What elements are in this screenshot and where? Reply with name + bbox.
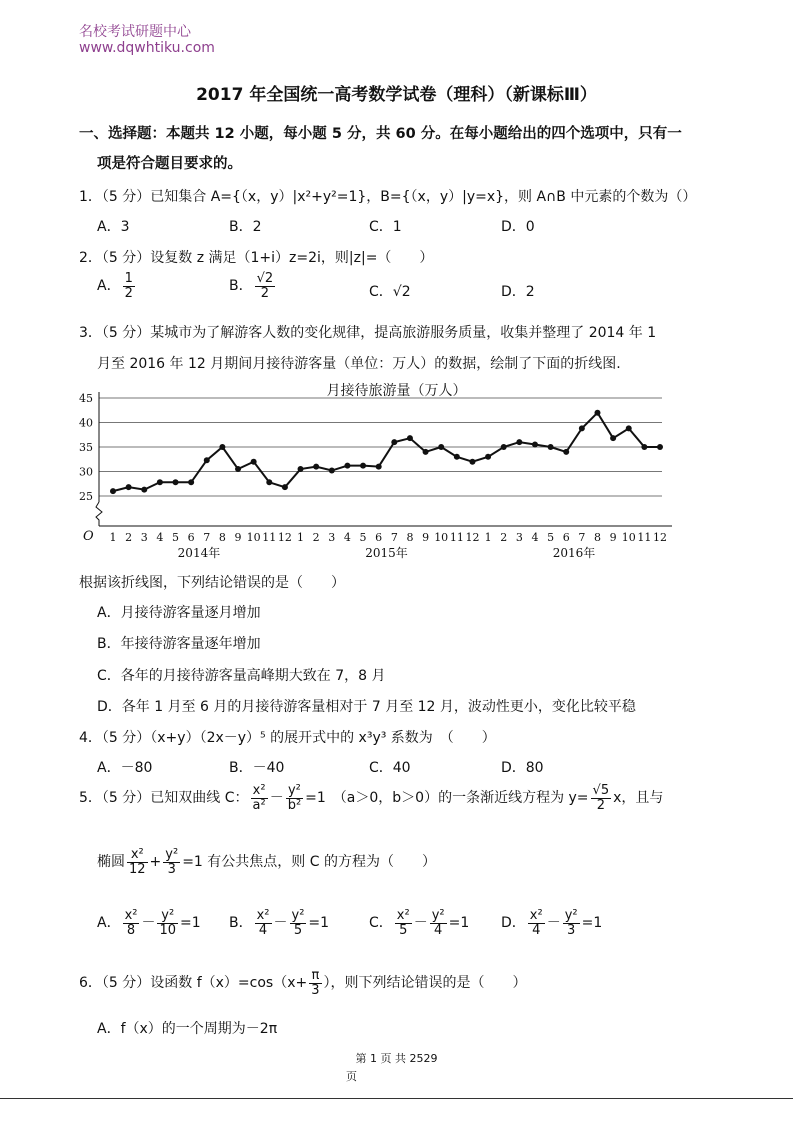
page-footer-cont: 页 — [346, 1070, 357, 1083]
q5-option-d: D． $\frac{\text{x²}}{4}$ － $\frac{\text{y²}}{3}$ =1 — [501, 908, 603, 938]
x-tick-label: 6 — [562, 531, 570, 544]
data-point — [563, 449, 569, 455]
data-point — [579, 425, 585, 431]
data-point — [282, 484, 288, 490]
data-point — [485, 454, 491, 460]
data-point — [469, 459, 475, 465]
q2-option-b: B． $\frac{√2}{2}$ — [229, 271, 274, 301]
x-tick-label: 11 — [262, 531, 277, 544]
x-tick-label: 12 — [653, 531, 667, 544]
data-point — [454, 454, 460, 460]
data-point — [548, 444, 554, 450]
x-tick-label: 4 — [531, 531, 539, 544]
question-3-prompt: 根据该折线图，下列结论错误的是（ ） — [79, 575, 345, 591]
data-point — [251, 459, 257, 465]
data-point — [126, 484, 132, 490]
data-point — [157, 479, 163, 485]
series-line — [113, 413, 660, 491]
x-tick-label: 12 — [277, 531, 292, 544]
y-tick-label: 45 — [79, 392, 93, 405]
data-point — [423, 449, 429, 455]
x-tick-label: 7 — [203, 531, 211, 544]
x-tick-label: 1 — [297, 531, 305, 544]
x-tick-label: 3 — [140, 531, 148, 544]
x-tick-label: 12 — [465, 531, 480, 544]
data-point — [266, 479, 272, 485]
data-point — [657, 444, 663, 450]
q4-option-c: C．40 — [369, 760, 411, 776]
data-point — [219, 444, 225, 450]
q1-option-a: A．3 — [97, 219, 130, 235]
q4-option-a: A．－80 — [97, 760, 153, 776]
data-point — [407, 435, 413, 441]
question-5-cont: 椭圆 $\frac{\text{x²}}{12}$ + $\frac{\text{y²}}{3}$ =1 有公共焦点，则 C 的方程为（ ） — [97, 847, 436, 877]
x-tick-label: 11 — [449, 531, 464, 544]
x-tick-label: 8 — [593, 531, 601, 544]
y-tick-label: 35 — [79, 441, 93, 454]
x-tick-label: 5 — [547, 531, 555, 544]
data-point — [110, 488, 116, 494]
q2-option-a: A． $\frac{1}{2}$ — [97, 271, 133, 301]
x-tick-label: 4 — [343, 531, 351, 544]
x-tick-label: 7 — [390, 531, 398, 544]
line-chart — [0, 390, 793, 570]
data-point — [204, 457, 210, 463]
data-point — [610, 435, 616, 441]
x-tick-label: 10 — [246, 531, 261, 544]
x-tick-label: 2 — [125, 531, 133, 544]
q2-option-c: C．√2 — [369, 284, 411, 300]
question-6: 6．（5 分）设函数 f（x）=cos（x+ $\frac{\pi}{3}$ ），则下列结论错误的是（ ） — [79, 968, 527, 998]
data-point — [532, 442, 538, 448]
q5-option-a: A． $\frac{\text{x²}}{8}$ － $\frac{\text{y²}}{10}$ =1 — [97, 908, 201, 938]
x-tick-label: 5 — [172, 531, 180, 544]
data-point — [298, 466, 304, 472]
data-point — [516, 439, 522, 445]
x-tick-label: 10 — [621, 531, 636, 544]
q3-option-b: B．年接待游客量逐年增加 — [97, 636, 261, 652]
year-label: 2014年 — [177, 546, 221, 560]
section-heading: 一、选择题：本题共 12 小题，每小题 5 分，共 60 分。在每小题给出的四个选项中，只有一 — [79, 126, 682, 142]
x-tick-label: 6 — [187, 531, 195, 544]
data-point — [501, 444, 507, 450]
q2-option-d: D．2 — [501, 284, 535, 300]
question-3: 3．（5 分）某城市为了解游客人数的变化规律，提高旅游服务质量，收集并整理了 2014 年 1 — [79, 325, 657, 341]
q4-option-d: D．80 — [501, 760, 544, 776]
year-label: 2016年 — [552, 546, 596, 560]
page-title: 2017 年全国统一高考数学试卷（理科）（新课标Ⅲ） — [196, 85, 597, 105]
q4-option-b: B．－40 — [229, 760, 285, 776]
q1-option-b: B．2 — [229, 219, 262, 235]
data-point — [391, 439, 397, 445]
year-label: 2015年 — [365, 546, 408, 560]
y-tick-label: 40 — [79, 416, 93, 430]
watermark-text: 名校考试研题中心 — [79, 24, 191, 40]
section-heading-cont: 项是符合题目要求的。 — [97, 156, 242, 172]
question-1: 1．（5 分）已知集合 A={（x，y）|x²+y²=1}，B={（x，y）|y=x}，则 A∩B 中元素的个数为（） — [79, 189, 697, 205]
q1-option-d: D．0 — [501, 219, 535, 235]
watermark-url: www.dqwhtiku.com — [79, 40, 215, 56]
data-point — [360, 463, 366, 469]
data-point — [235, 466, 241, 472]
x-tick-label: 9 — [609, 531, 617, 544]
axis-break — [96, 502, 102, 526]
page-footer: 第 1 页 共 2529 — [355, 1052, 438, 1065]
x-tick-label: 10 — [434, 531, 449, 544]
x-tick-label: 4 — [156, 531, 164, 544]
data-point — [188, 479, 194, 485]
x-tick-label: 8 — [218, 531, 226, 544]
x-tick-label: 8 — [406, 531, 414, 544]
x-tick-label: 3 — [515, 531, 523, 544]
data-point — [173, 479, 179, 485]
data-point — [344, 463, 350, 469]
data-point — [313, 464, 319, 470]
q3-option-d: D．各年 1 月至 6 月的月接待游客量相对于 7 月至 12 月，波动性更小，变化比较平稳 — [97, 699, 636, 715]
x-tick-label: 5 — [359, 531, 367, 544]
q5-option-c: C． $\frac{\text{x²}}{5}$ － $\frac{\text{y²}}{4}$ =1 — [369, 908, 470, 938]
chart-title: 月接待旅游量（万人） — [326, 383, 467, 399]
x-tick-label: 1 — [109, 531, 117, 544]
data-point — [329, 468, 335, 474]
x-tick-label: 6 — [375, 531, 383, 544]
y-tick-label: 30 — [79, 465, 93, 479]
y-tick-label: 25 — [79, 490, 93, 503]
q3-option-a: A．月接待游客量逐月增加 — [97, 605, 261, 621]
x-tick-label: 9 — [234, 531, 242, 544]
x-tick-label: 7 — [578, 531, 586, 544]
data-point — [626, 425, 632, 431]
data-point — [438, 444, 444, 450]
q5-option-b: B． $\frac{\text{x²}}{4}$ － $\frac{\text{y²}}{5}$ =1 — [229, 908, 330, 938]
data-point — [141, 487, 147, 493]
x-tick-label: 3 — [328, 531, 336, 544]
question-3-cont: 月至 2016 年 12 月期间月接待游客量（单位：万人）的数据，绘制了下面的折线图. — [97, 356, 621, 372]
question-5: 5．（5 分）已知双曲线 C： $\frac{\text{x²}}{\text{a²}}$ － $\frac{\text{y²}}{\text{b²}}$ =1 （a＞0，b＞0）的一条渐近线方程为 y= $\frac{√5}{2}$ x，且与 — [79, 783, 664, 813]
data-point — [641, 444, 647, 450]
bottom-rule — [0, 1098, 793, 1099]
q6-option-a: A．f（x）的一个周期为－2π — [97, 1021, 278, 1037]
x-tick-label: 2 — [500, 531, 508, 544]
data-point — [376, 464, 382, 470]
question-2: 2．（5 分）设复数 z 满足（1+i）z=2i，则|z|=（ ） — [79, 250, 434, 266]
data-point — [594, 410, 600, 416]
origin-label: O — [83, 529, 94, 544]
x-tick-label: 2 — [312, 531, 320, 544]
x-tick-label: 1 — [484, 531, 492, 544]
x-tick-label: 11 — [637, 531, 652, 544]
question-4: 4．（5 分）（x+y）（2x－y）⁵ 的展开式中的 x³y³ 系数为 （ ） — [79, 730, 496, 746]
q3-option-c: C．各年的月接待游客量高峰期大致在 7，8 月 — [97, 668, 386, 684]
q1-option-c: C．1 — [369, 219, 402, 235]
x-tick-label: 9 — [422, 531, 430, 544]
